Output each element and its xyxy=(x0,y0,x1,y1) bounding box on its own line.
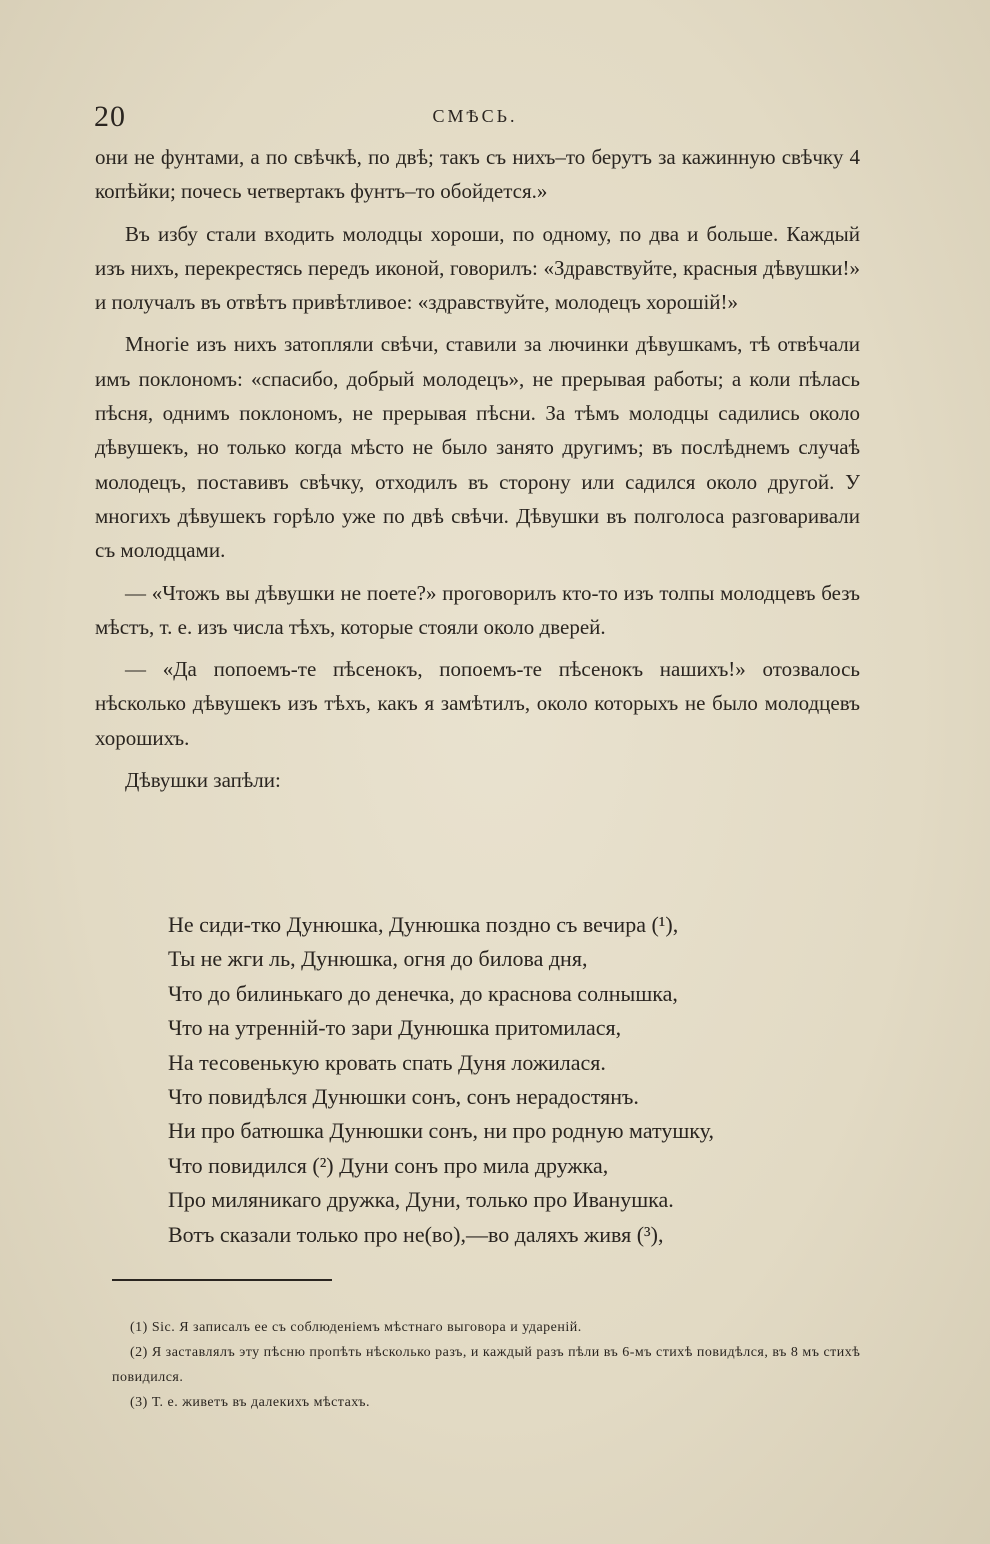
paragraph: Въ избу стали входить молодцы хороши, по одному, по два и больше. Каждый изъ нихъ, перекрестясь передъ иконой, говорилъ: «Здравствуйте, красныя дѣвушки!» и получалъ въ отвѣтъ привѣтливое: «здравствуйте, молодецъ хорошій!» xyxy=(95,221,860,315)
verse-line: Что на утренній-то зари Дунюшка притомилася, xyxy=(168,1015,622,1041)
body-text xyxy=(95,140,860,797)
verse-line: Что повидѣлся Дунюшки сонъ, сонъ нерадостянъ. xyxy=(168,1084,639,1110)
verse-line: Ты не жги ль, Дунюшка, огня до билова дня, xyxy=(168,946,588,972)
footnote-rule xyxy=(112,1279,332,1281)
footnote: (1) Sic. Я записалъ ее съ соблюденіемъ мѣстнаго выговора и удареній. xyxy=(130,1320,582,1335)
paragraph: они не фунтами, а по свѣчкѣ, по двѣ; такъ съ нихъ–то берутъ за кажинную свѣчку 4 копѣйки; почесь четвертакъ фунтъ–то обойдется.» xyxy=(95,145,860,204)
verse-line: Ни про батюшка Дунюшки сонъ, ни про родную матушку, xyxy=(168,1118,714,1144)
verse-line: Что повидился (²) Дуни сонъ про мила дружка, xyxy=(168,1152,609,1178)
verse-line: Вотъ сказали только про не(во),—во даляхъ живя (³), xyxy=(168,1221,664,1247)
page-header xyxy=(90,100,860,140)
paragraph: Многіе изъ нихъ затопляли свѣчи, ставили за лючинки дѣвушкамъ, тѣ отвѣчали имъ поклономъ: «спасибо, добрый молодецъ», не прерывая работы; а коли пѣлась пѣсня, однимъ поклономъ, не прерывая пѣсни. За тѣмъ молодцы садились около дѣвушекъ, но только когда мѣсто не было занято другимъ; въ послѣднемъ случаѣ молодецъ, поставивъ свѣчку, отходилъ въ сторону или садился около другой. У многихъ дѣвушекъ горѣло уже по двѣ свѣчи. Дѣвушки въ полголоса разговаривали съ молодцами. xyxy=(95,332,860,563)
verse-line: На тесовенькую кровать спать Дуня ложилася. xyxy=(168,1049,606,1075)
verse-line: Не сиди-тко Дунюшка, Дунюшка поздно съ вечира (¹), xyxy=(168,912,679,937)
footnote: (2) Я заставлялъ эту пѣсню пропѣть нѣсколько разъ, и каждый разъ пѣли въ 6-мъ стихѣ повидѣлся, въ 8 мъ стихѣ повидился. xyxy=(112,1345,861,1385)
footnotes xyxy=(112,1315,867,1415)
page-number: 20 xyxy=(94,100,126,133)
footnote: (3) Т. е. живетъ въ далекихъ мѣстахъ. xyxy=(130,1395,370,1410)
paragraph: — «Чтожъ вы дѣвушки не поете?» проговорилъ кто-то изъ толпы молодцевъ безъ мѣстъ, т. е. изъ числа тѣхъ, которые стояли около дверей. xyxy=(95,580,860,639)
verse-line: Про миляникаго дружка, Дуни, только про Иванушка. xyxy=(168,1187,674,1213)
song-verse xyxy=(168,908,868,1252)
running-head: СМѢСЬ. xyxy=(432,106,518,126)
verse-line: Что до билинькаго до денечка, до краснова солнышка, xyxy=(168,980,678,1006)
paragraph: Дѣвушки запѣли: xyxy=(125,768,281,793)
paragraph: — «Да попоемъ-те пѣсенокъ, попоемъ-те пѣсенокъ нашихъ!» отозвалось нѣсколько дѣвушекъ изъ тѣхъ, какъ я замѣтилъ, около которыхъ не было молодцевъ хорошихъ. xyxy=(95,657,860,750)
